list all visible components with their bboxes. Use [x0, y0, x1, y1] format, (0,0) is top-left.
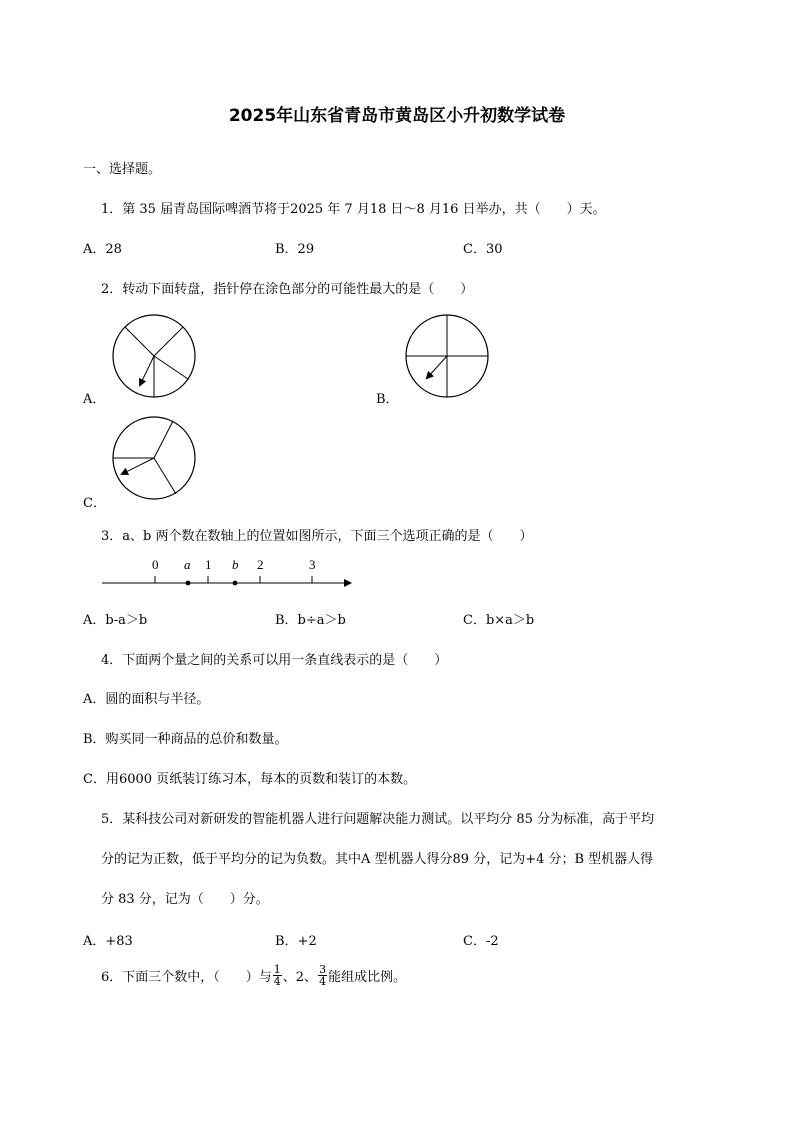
q1-option-c: C．30 [463, 242, 503, 257]
q4-option-b: B．购买同一种商品的总价和数量。 [83, 732, 288, 747]
q1-option-a: A．28 [83, 242, 122, 257]
question-5-line-2: 分的记为正数，低于平均分的记为负数。其中A 型机器人得分89 分，记为+4 分；B 型机器人得 [101, 852, 654, 867]
fraction-one-quarter: $\frac{1}{4}$ [273, 963, 281, 988]
axis-label-1: 1 [205, 557, 212, 572]
q4-option-c: C．用6000 页纸装订练习本，每本的页数和装订的本数。 [83, 772, 417, 787]
axis-label-3: 3 [309, 557, 316, 572]
q3-option-c: C．b×a＞b [463, 613, 535, 628]
spinner-b [401, 312, 493, 404]
question-6 [101, 964, 406, 987]
spinner-c [108, 415, 200, 505]
q6-suffix: 能组成比例。 [328, 970, 407, 985]
q2-option-a: A． [83, 392, 106, 407]
q6-mid: 、2、 [282, 970, 318, 985]
question-3: 3．a、b 两个数在数轴上的位置如图所示，下面三个选项正确的是（ ） [101, 529, 533, 544]
number-line [98, 556, 358, 592]
q5-option-b: B．+2 [275, 934, 317, 949]
axis-label-0: 0 [152, 557, 159, 572]
q4-option-a: A．圆的面积与半径。 [83, 692, 210, 707]
q3-option-b: B．b÷a＞b [275, 613, 346, 628]
q3-option-a: A．b-a＞b [83, 613, 148, 628]
axis-label-2: 2 [257, 557, 264, 572]
q2-option-b: B． [376, 392, 399, 407]
question-1: 1．第 35 届青岛国际啤酒节将于2025 年 7 月18 日～8 月16 日举办，共（ ）天。 [101, 202, 606, 217]
q6-prefix: 6．下面三个数中，（ ）与 [101, 970, 272, 985]
question-2: 2．转动下面转盘，指针停在涂色部分的可能性最大的是（ ） [101, 282, 474, 297]
question-5-line-3: 分 83 分，记为（ ）分。 [101, 892, 269, 907]
fraction-three-quarters: $\frac{3}{4}$ [319, 963, 327, 988]
q5-option-c: C．-2 [463, 934, 499, 949]
section-heading: 一、选择题。 [83, 162, 162, 177]
spinner-a [108, 312, 200, 404]
question-5-line-1: 5．某科技公司对新研发的智能机器人进行问题解决能力测试。以平均分 85 分为标准，高于平均 [101, 812, 655, 827]
axis-label-a: a [184, 557, 191, 572]
question-4: 4．下面两个量之间的关系可以用一条直线表示的是（ ） [101, 653, 448, 668]
q1-option-b: B．29 [275, 242, 315, 257]
page-title: 2025年山东省青岛市黄岛区小升初数学试卷 [228, 106, 566, 126]
q2-option-c: C． [83, 496, 106, 511]
q5-option-a: A．+83 [83, 934, 133, 949]
axis-label-b: b [232, 557, 239, 572]
